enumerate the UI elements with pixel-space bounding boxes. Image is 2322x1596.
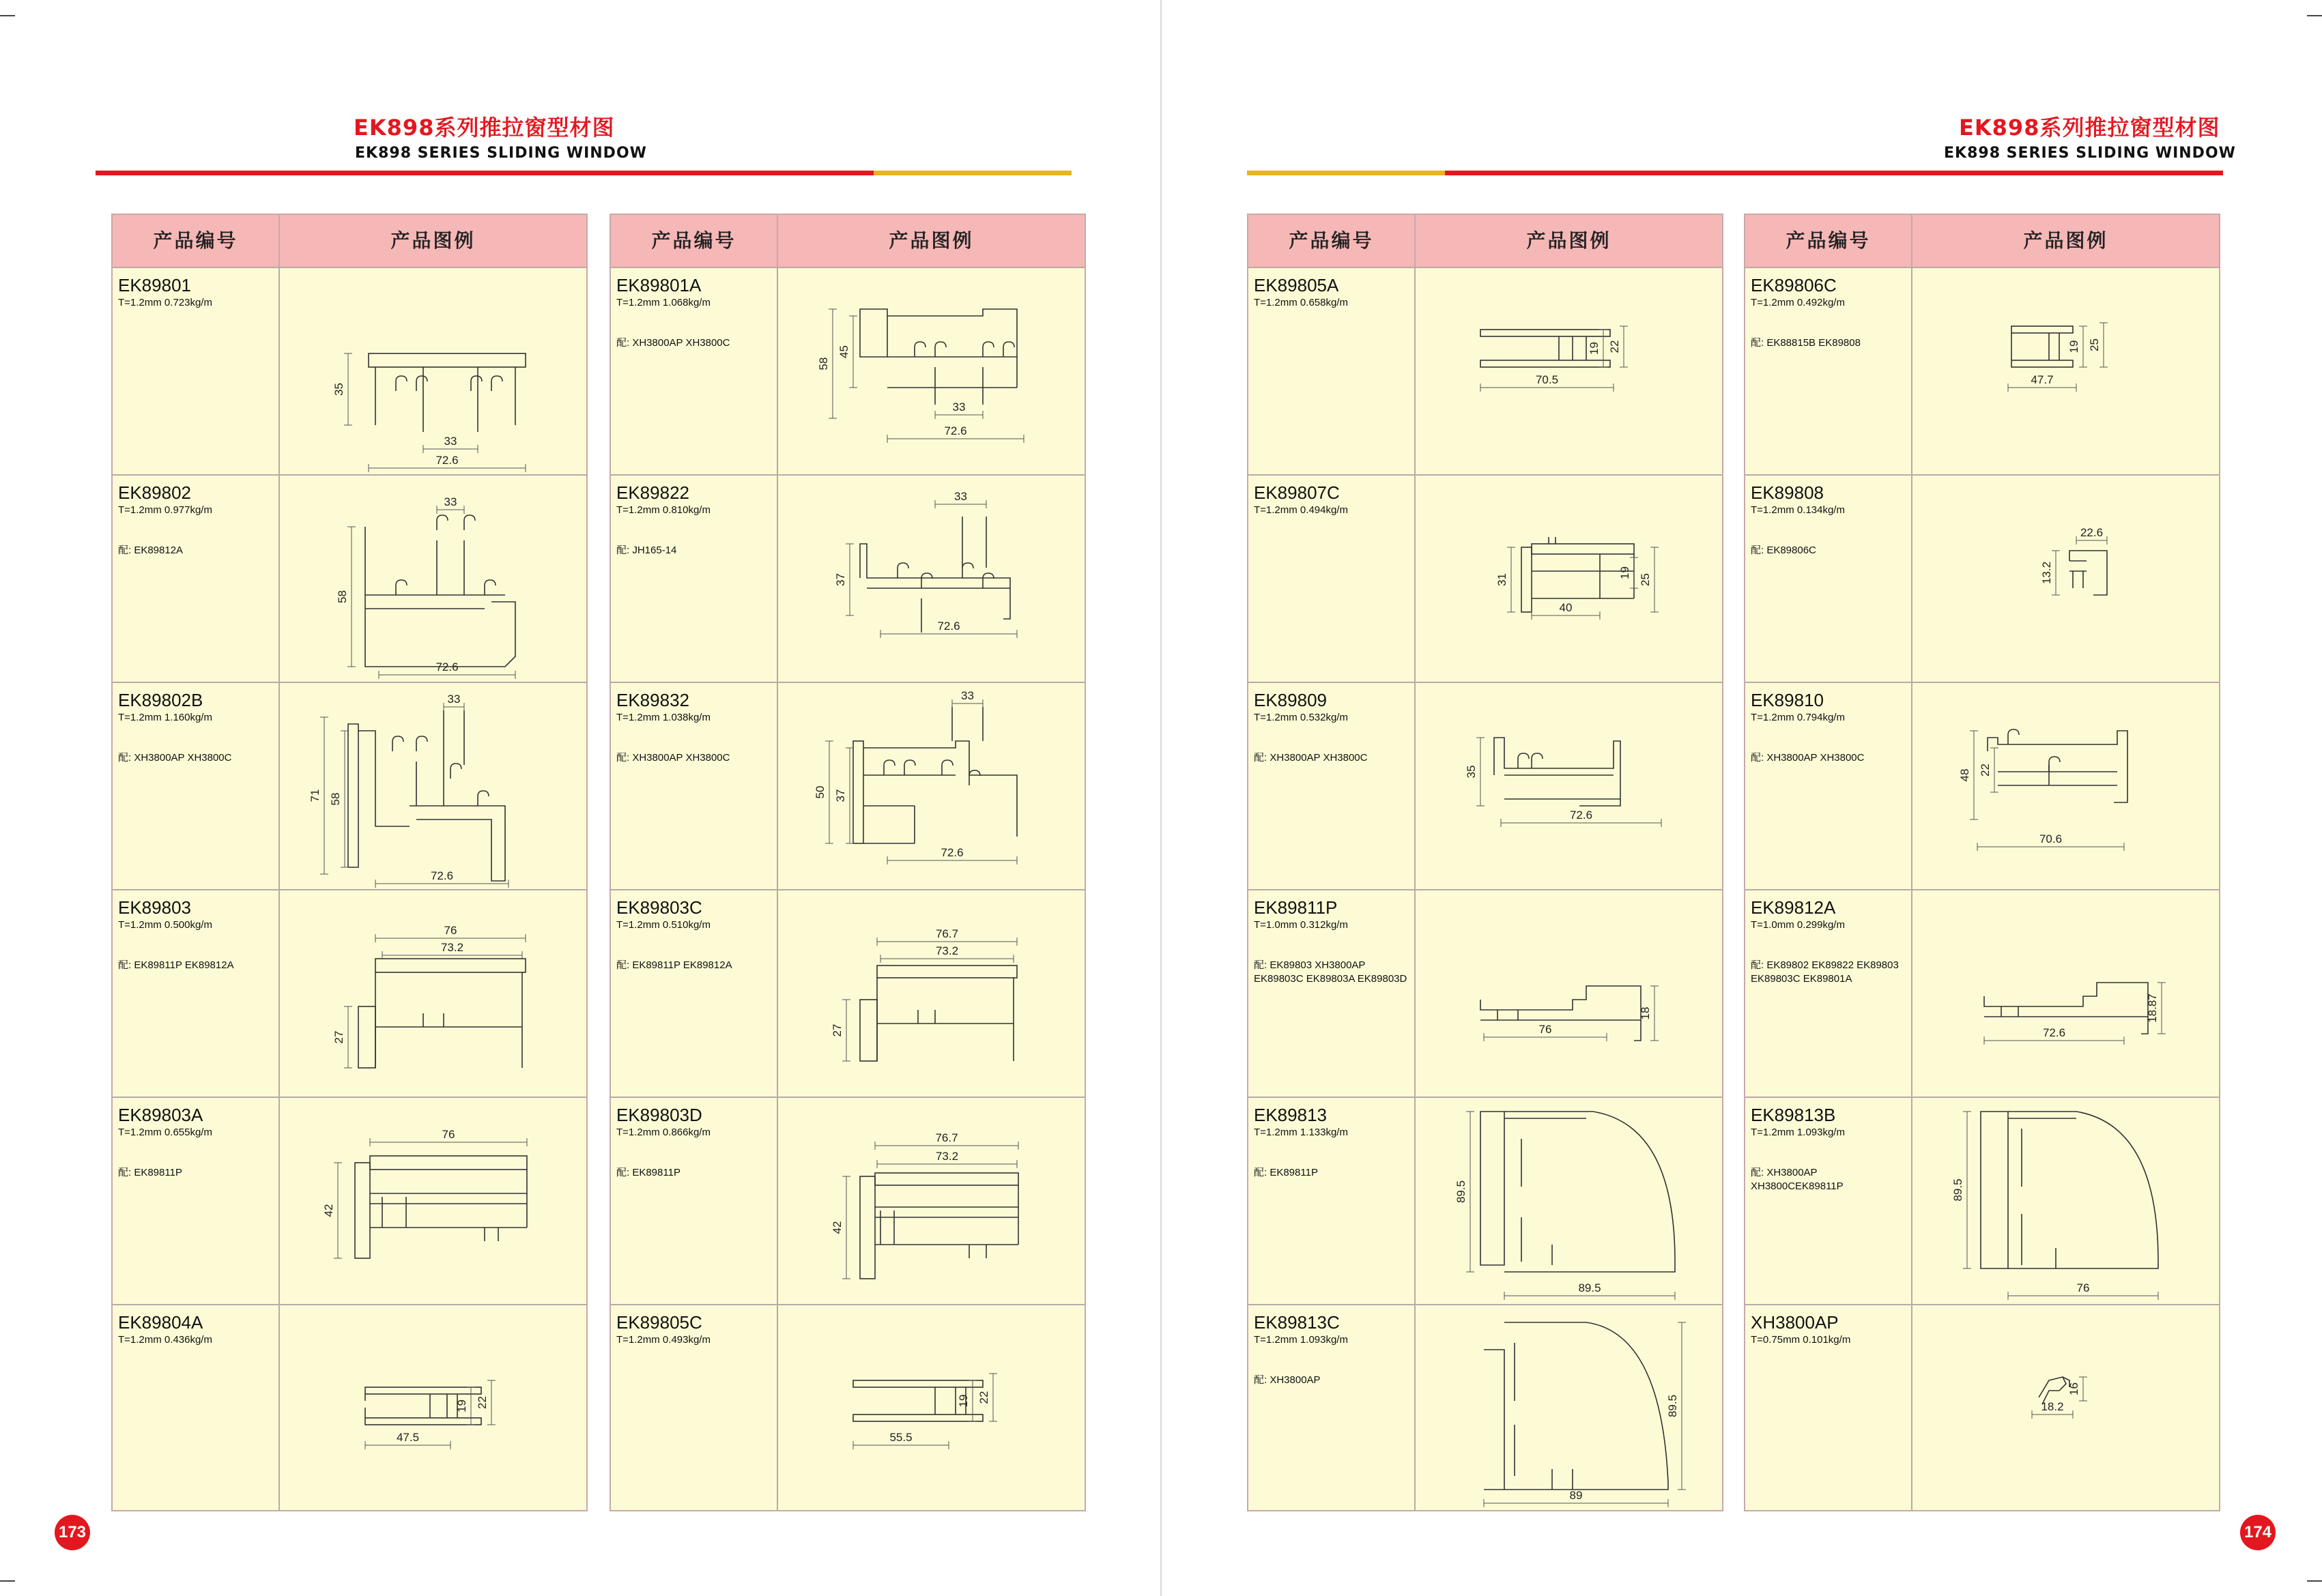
dimension-label: 72.6 [944,424,967,437]
table-row [113,1304,586,1513]
profile-cross-section [1912,268,2219,476]
col-header-code: 产品编号 [611,215,778,267]
product-spec: T=1.2mm 0.794kg/m [1751,712,1845,723]
profile-cross-section [280,476,586,684]
product-spec: T=1.2mm 0.134kg/m [1751,504,1845,516]
product-code: EK89801 [118,275,191,295]
profile-drawing [280,268,586,476]
col-header-figure: 产品图例 [2023,229,2108,252]
profile-drawing [1416,683,1722,891]
product-code: EK89803D [616,1105,702,1125]
profile-drawing [1912,890,2219,1099]
header-rule-gold [874,171,1072,175]
product-spec: T=1.0mm 0.299kg/m [1751,919,1845,931]
dimension-label: 37 [834,573,847,586]
dimension-label: 19 [455,1399,468,1412]
dimension-label: 13.2 [2040,561,2053,585]
product-spec: T=1.2mm 0.500kg/m [118,919,212,931]
dimension-label: 19 [1618,566,1631,579]
product-code: EK89802 [118,482,191,503]
dimension-label: 72.6 [941,846,964,859]
dimension-label: 72.6 [2042,1026,2066,1039]
profile-cross-section [1912,1305,2219,1513]
table-row [113,267,586,476]
product-code: EK89813C [1254,1312,1340,1333]
profile-drawing [280,890,586,1099]
product-spec: T=1.2mm 0.436kg/m [118,1334,212,1346]
dimension-label: 76.7 [935,927,959,940]
product-code: EK89806C [1751,275,1837,295]
table-row [611,1097,1085,1306]
product-code: EK89807C [1254,482,1340,503]
profile-drawing [778,1305,1085,1513]
profile-table-1 [111,214,588,1511]
profile-cross-section [1912,476,2219,684]
table-row [611,889,1085,1099]
product-code: EK89810 [1751,690,1824,710]
table-row [1745,682,2219,891]
table-row [611,682,1085,891]
dimension-label: 19 [957,1394,970,1408]
product-spec: T=1.2mm 0.723kg/m [118,297,212,308]
product-spec: T=1.2mm 1.160kg/m [118,712,212,723]
compatible-parts: 配: EK89811P EK89812A [118,959,234,971]
product-spec: T=0.75mm 0.101kg/m [1751,1334,1851,1346]
profile-drawing [280,476,586,684]
col-header-code: 产品编号 [1248,215,1416,267]
profile-cross-section [280,1098,586,1306]
dimension-label: 89.5 [1951,1178,1964,1202]
product-spec: T=1.2mm 1.133kg/m [1254,1127,1348,1138]
dimension-label: 72.6 [435,661,459,673]
profile-drawing [1416,890,1722,1099]
compatible-parts: 配: EK89802 EK89822 EK89803 EK89803C EK89801A [1751,959,1899,985]
product-spec: T=1.2mm 0.810kg/m [616,504,711,516]
right-page [1162,0,2322,1596]
profile-drawing [1416,476,1722,684]
profile-cross-section [1912,683,2219,891]
table-row [113,889,586,1099]
profile-drawing [778,890,1085,1099]
compatible-parts: 配: XH3800AP XH3800C [118,752,232,764]
table-row [1745,889,2219,1099]
table-row [611,267,1085,476]
dimension-label: 18.87 [2146,993,2159,1023]
product-spec: T=1.2mm 1.068kg/m [616,297,711,308]
product-spec: T=1.2mm 0.510kg/m [616,919,711,931]
col-header-figure: 产品图例 [390,229,476,252]
compatible-parts: 配: EK89811P [616,1167,680,1178]
profile-drawing [778,683,1085,891]
dimension-label: 35 [1465,765,1478,779]
table-row [1248,267,1722,476]
table-header [113,215,586,268]
table-row [1745,1304,2219,1513]
dimension-label: 45 [837,345,850,358]
profile-cross-section [1912,1098,2219,1306]
page-title-en: EK898 SERIES SLIDING WINDOW [355,145,647,162]
dimension-label: 58 [329,792,342,806]
profile-cross-section [1416,1098,1722,1306]
product-code: EK89808 [1751,482,1824,503]
profile-cross-section [1912,890,2219,1099]
dimension-label: 33 [444,495,457,508]
product-code: EK89803C [616,897,702,918]
profile-cross-section [778,1305,1085,1513]
product-code: EK89809 [1254,690,1327,710]
dimension-label: 72.6 [937,620,960,633]
profile-cross-section [280,683,586,891]
profile-cross-section [1416,476,1722,684]
dimension-label: 42 [831,1221,844,1234]
dimension-label: 31 [1495,573,1508,586]
page-number-right: 174 [2240,1515,2276,1550]
profile-cross-section [778,683,1085,891]
dimension-label: 73.2 [935,1150,959,1163]
dimension-label: 25 [1639,573,1652,586]
dimension-label: 19 [1588,342,1601,355]
dimension-label: 58 [336,590,349,603]
dimension-label: 70.6 [2039,832,2063,845]
dimension-label: 40 [1559,601,1573,614]
dimension-label: 37 [834,789,847,802]
table-row [611,1304,1085,1513]
dimension-label: 89.5 [1666,1394,1679,1418]
dimension-label: 72.6 [435,454,459,467]
dimension-label: 22.6 [2080,526,2104,539]
product-spec: T=1.2mm 0.866kg/m [616,1127,711,1138]
dimension-label: 22 [977,1391,990,1404]
profile-cross-section [280,268,586,476]
product-code: EK89813B [1751,1105,1836,1125]
dimension-label: 48 [1958,768,1971,782]
dimension-label: 25 [2088,338,2101,351]
product-code: EK89832 [616,690,689,710]
profile-drawing [280,683,586,891]
dimension-label: 18.2 [2041,1400,2064,1413]
compatible-parts: 配: EK88815B EK89808 [1751,337,1861,349]
compatible-parts: 配: EK89811P EK89812A [616,959,732,971]
dimension-label: 89 [1569,1489,1583,1502]
dimension-label: 35 [332,383,345,396]
header-rule-red [96,171,874,175]
dimension-label: 72.6 [1569,809,1593,822]
profile-drawing [778,268,1085,476]
profile-cross-section [1416,1305,1722,1513]
dimension-label: 73.2 [440,941,464,954]
compatible-parts: 配: XH3800AP XH3800C [616,337,730,349]
product-code: EK89805A [1254,275,1339,295]
profile-cross-section [778,1098,1085,1306]
dimension-label: 33 [954,490,967,503]
dimension-label: 27 [831,1024,844,1037]
dimension-label: 18 [1639,1006,1652,1020]
table-row [1745,1097,2219,1306]
compatible-parts: 配: EK89806C [1751,545,1816,556]
product-code: EK89811P [1254,897,1338,918]
profile-drawing [778,1098,1085,1306]
profile-cross-section [778,476,1085,684]
page-title-cn: EK898系列推拉窗型材图 [1959,115,2220,141]
product-code: EK89805C [616,1312,702,1333]
profile-drawing [1416,1098,1722,1306]
product-spec: T=1.2mm 1.093kg/m [1254,1334,1348,1346]
compatible-parts: 配: XH3800AP XH3800C [1751,752,1865,764]
dimension-label: 76 [1538,1023,1552,1036]
left-page [0,0,1160,1596]
profile-drawing [1416,1305,1722,1513]
dimension-label: 22 [476,1396,489,1409]
profile-drawing [280,1305,586,1513]
product-spec: T=1.2mm 1.038kg/m [616,712,711,723]
table-row [1248,682,1722,891]
product-spec: T=1.2mm 0.658kg/m [1254,297,1348,308]
compatible-parts: 配: EK89811P [118,1167,182,1178]
dimension-label: 22 [1979,764,1992,777]
profile-drawing [1912,683,2219,891]
dimension-label: 19 [2067,340,2080,353]
profile-drawing [778,476,1085,684]
profile-cross-section [1416,683,1722,891]
dimension-label: 33 [444,435,457,448]
compatible-parts: 配: JH165-14 [616,545,677,556]
profile-table-3 [1247,214,1723,1511]
compatible-parts: 配: EK89812A [118,545,184,556]
dimension-label: 76.7 [935,1131,958,1144]
table-header [611,215,1085,268]
dimension-label: 76 [2076,1281,2090,1294]
table-header [1745,215,2219,268]
product-spec: T=1.2mm 0.494kg/m [1254,504,1348,516]
col-header-code: 产品编号 [1745,215,1912,267]
table-row [1745,474,2219,684]
col-header-code: 产品编号 [113,215,280,267]
dimension-label: 55.5 [889,1431,913,1444]
header-rule-red [1445,171,2223,175]
dimension-label: 33 [447,693,461,706]
product-code: EK89804A [118,1312,203,1333]
table-row [1248,1097,1722,1306]
profile-drawing [1912,268,2219,476]
compatible-parts: 配: XH3800AP XH3800C [1254,752,1368,764]
table-row [611,474,1085,684]
profile-cross-section [280,1305,586,1513]
page-title-en: EK898 SERIES SLIDING WINDOW [1944,145,2236,162]
product-spec: T=1.2mm 0.977kg/m [118,504,212,516]
product-spec: T=1.2mm 1.093kg/m [1751,1127,1845,1138]
dimension-label: 76 [442,1128,455,1141]
profile-cross-section [778,890,1085,1099]
compatible-parts: 配: XH3800AP [1254,1374,1321,1386]
table-row [1248,889,1722,1099]
compatible-parts: 配: EK89811P [1254,1167,1318,1178]
dimension-label: 27 [332,1030,345,1044]
dimension-label: 89.5 [1454,1180,1467,1204]
dimension-label: 76 [444,924,457,937]
product-spec: T=1.2mm 0.532kg/m [1254,712,1348,723]
product-code: EK89803 [118,897,191,918]
page-number-left: 173 [55,1515,90,1550]
product-code: EK89812A [1751,897,1836,918]
table-row [113,682,586,891]
dimension-label: 73.2 [935,944,959,957]
dimension-label: 50 [814,785,827,799]
col-header-figure: 产品图例 [1526,229,1611,252]
table-row [1248,474,1722,684]
dimension-label: 58 [817,357,830,371]
product-spec: T=1.2mm 0.655kg/m [118,1127,212,1138]
profile-drawing [1912,1098,2219,1306]
table-row [113,474,586,684]
col-header-figure: 产品图例 [889,229,974,252]
product-code: EK89802B [118,690,203,710]
dimension-label: 33 [952,401,966,413]
product-code: EK89803A [118,1105,203,1125]
dimension-label: 47.5 [396,1431,420,1444]
profile-cross-section [280,890,586,1099]
page-title-cn: EK898系列推拉窗型材图 [354,115,615,141]
table-header [1248,215,1722,268]
dimension-label: 70.5 [1535,373,1559,386]
profile-cross-section [778,268,1085,476]
profile-drawing [1912,1305,2219,1513]
dimension-label: 71 [309,789,321,802]
profile-drawing [280,1098,586,1306]
product-spec: T=1.2mm 0.493kg/m [616,1334,711,1346]
profile-drawing [1912,476,2219,684]
dimension-label: 72.6 [430,869,454,882]
product-code: EK89813 [1254,1105,1327,1125]
dimension-label: 22 [1608,340,1621,353]
dimension-label: 89.5 [1578,1281,1601,1294]
compatible-parts: 配: XH3800AP XH3800C [616,752,730,764]
dimension-label: 16 [2067,1382,2080,1395]
product-code: EK89801A [616,275,702,295]
header-rule-gold [1247,171,1445,175]
product-code: EK89822 [616,482,689,503]
table-row [113,1097,586,1306]
profile-cross-section [1416,268,1722,476]
product-code: XH3800AP [1751,1312,1839,1333]
compatible-parts: 配: EK89803 XH3800AP EK89803C EK89803A EK89803D [1254,959,1407,985]
compatible-parts: 配: XH3800AP XH3800CEK89811P [1751,1167,1844,1192]
product-spec: T=1.2mm 0.492kg/m [1751,297,1845,308]
dimension-label: 47.7 [2031,373,2054,386]
product-spec: T=1.0mm 0.312kg/m [1254,919,1348,931]
dimension-label: 42 [322,1204,335,1217]
dimension-label: 33 [961,689,974,702]
profile-table-2 [610,214,1086,1511]
profile-cross-section [1416,890,1722,1099]
profile-table-4 [1744,214,2220,1511]
table-row [1745,267,2219,476]
table-row [1248,1304,1722,1513]
profile-drawing [1416,268,1722,476]
